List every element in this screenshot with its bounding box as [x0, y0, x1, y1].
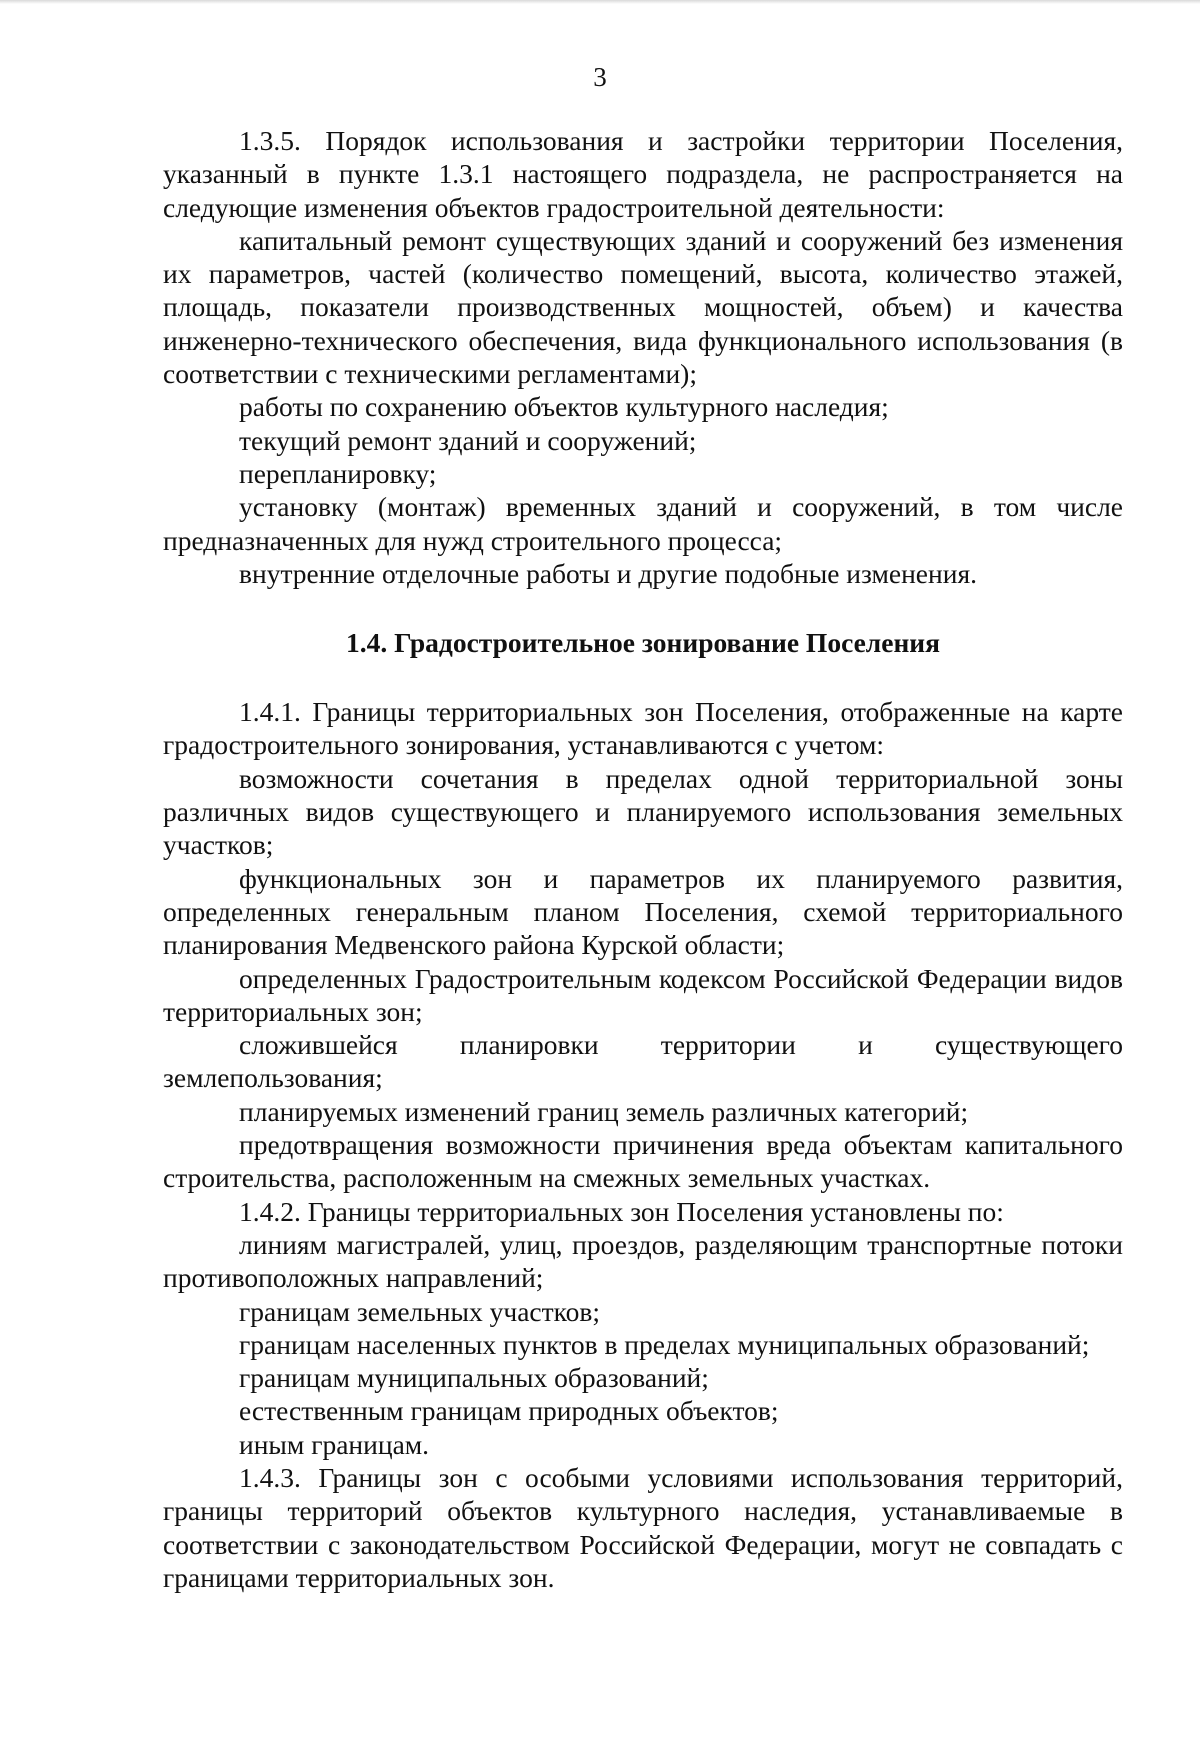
list-item-1-4-2: иным границам. [239, 1428, 430, 1460]
list-item-1-4-1: функциональных зон и параметров их планируемого развития, определенных генеральным планом Поселения, схемой территориального планирования Медвенского района Курской области; [163, 862, 1123, 961]
paragraph-1-4-3: 1.4.3. Границы зон с особыми условиями использования территорий, границы территорий объектов культурного наследия, устанавливаемые в соответствии с законодательством Российской Федерации, могут не совпадать с границами территориальных зон. [163, 1461, 1123, 1593]
list-item-1-4-1: сложившейся планировки территории и существующего землепользования; [163, 1029, 1123, 1094]
list-item-1-4-2: линиям магистралей, улиц, проездов, разделяющим транспортные потоки противоположных направлений; [163, 1228, 1123, 1294]
paragraph-1-4-2-intro: 1.4.2. Границы территориальных зон Поселения установлены по: [239, 1195, 1004, 1227]
section-heading-1-4: 1.4. Градостроительное зонирование Поселения [345, 627, 941, 659]
list-item-1-4-2: границам населенных пунктов в пределах муниципальных образований; [239, 1328, 1090, 1360]
list-item-1-3-5: работы по сохранению объектов культурного наследия; [239, 391, 889, 423]
list-item-1-4-2: границам земельных участков; [239, 1295, 600, 1327]
paragraph-1-4-1-intro: 1.4.1. Границы территориальных зон Поселения, отображенные на карте градостроительного зонирования, устанавливаются с учетом: [163, 696, 1123, 761]
paragraph-1-3-5-intro: 1.3.5. Порядок использования и застройки территории Поселения, указанный в пункте 1.3.1 настоящего подраздела, не распространяется на следующие изменения объектов градостроительной деятельности: [163, 125, 1123, 223]
scan-edge [0, 0, 1200, 4]
list-item-1-3-5: установку (монтаж) временных зданий и сооружений, в том числе предназначенных для нужд строительного процесса; [163, 491, 1123, 556]
list-item-1-4-1: планируемых изменений границ земель различных категорий; [239, 1095, 969, 1127]
list-item-1-4-1: возможности сочетания в пределах одной территориальной зоны различных видов существующего и планируемого использования земельных участков; [163, 762, 1123, 861]
list-item-1-3-5: внутренние отделочные работы и другие подобные изменения. [239, 557, 977, 589]
list-item-1-3-5: капитальный ремонт существующих зданий и сооружений без изменения их параметров, частей (количество помещений, высота, количество этажей, площадь, показатели производственных мощностей, объем) и качества инженерно-технического обеспечения, вида функционального использования (в соответствии с техническими регламентами); [163, 224, 1123, 390]
list-item-1-4-1: определенных Градостроительным кодексом Российской Федерации видов территориальных зон; [163, 962, 1123, 1027]
list-item-1-4-1: предотвращения возможности причинения вреда объектам капитального строительства, расположенным на смежных земельных участках. [163, 1129, 1123, 1194]
page-number: 3 [593, 62, 607, 92]
document-body [163, 124, 1123, 1594]
list-item-1-3-5: перепланировку; [239, 457, 437, 489]
list-item-1-3-5: текущий ремонт зданий и сооружений; [239, 424, 697, 456]
list-item-1-4-2: границам муниципальных образований; [239, 1362, 709, 1394]
list-item-1-4-2: естественным границам природных объектов; [239, 1395, 779, 1427]
